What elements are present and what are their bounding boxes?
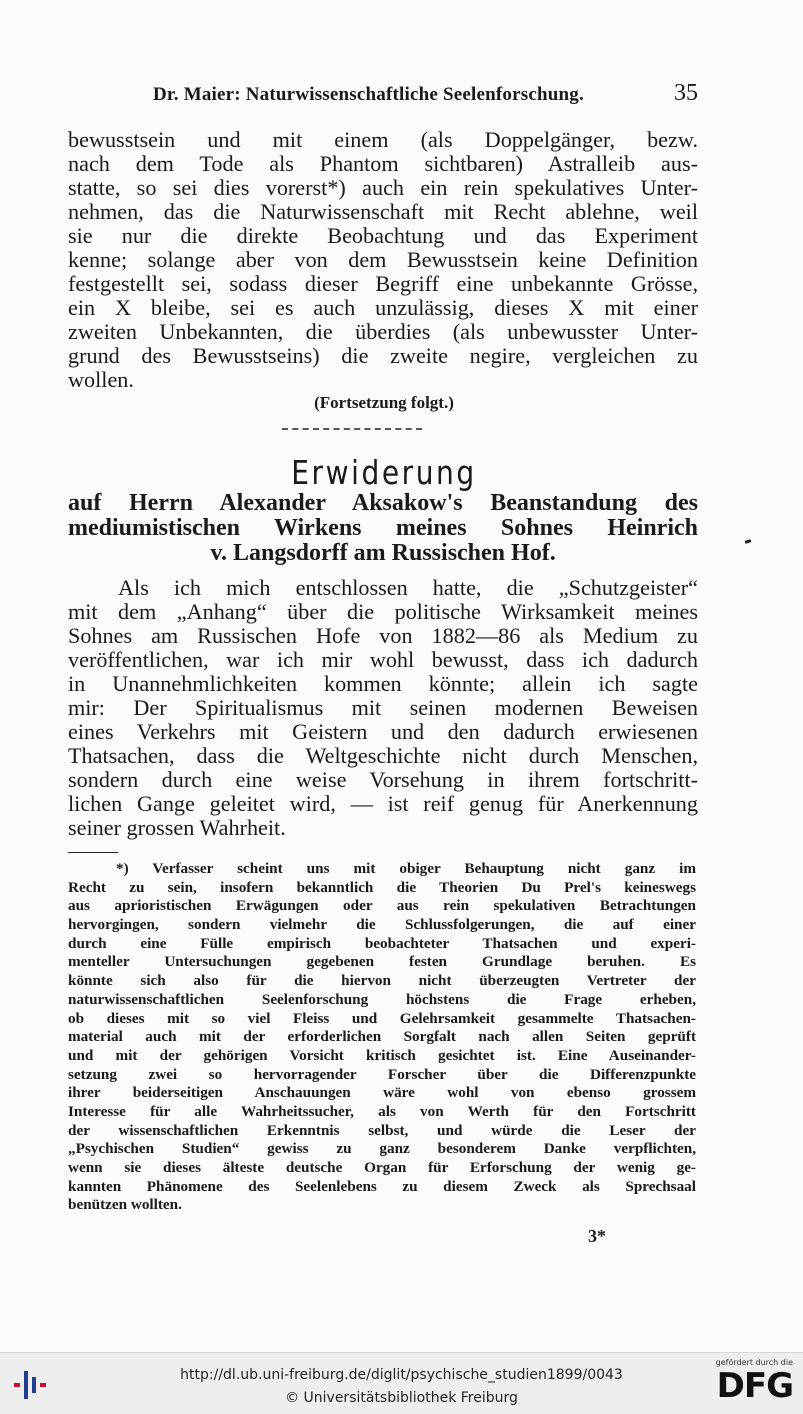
footnote-line: der wissenschaftlichen Erkenntnis selbst, und würde die Leser der (68, 1121, 696, 1139)
text-line: veröffentlichen, war ich mir wohl bewusst, dass ich dadurch (68, 647, 698, 672)
text-line: sie nur die direkte Beobachtung und das Experiment (68, 223, 698, 248)
footnote-line: naturwissenschaftlichen Seelenforschung höchstens die Frage erheben, (68, 990, 696, 1008)
signature-mark: 3* (588, 1226, 606, 1246)
text-line: Als ich mich entschlossen hatte, die „Schutzgeister“ (118, 575, 698, 600)
footnote-line: menteller Untersuchungen gegebenen festen Grundlage beruhen. Es (68, 953, 696, 971)
subtitle-line: v. Langsdorff am Russischen Hof. (210, 540, 556, 566)
text-line: wollen. (68, 367, 134, 392)
to-be-continued-note: (Fortsetzung folgt.) (314, 393, 454, 412)
subtitle-line: auf Herrn Alexander Aksakow's Beanstandung des (68, 490, 698, 516)
running-title: Dr. Maier: Naturwissenschaftliche Seelenforschung. (153, 84, 584, 105)
permalink[interactable]: http://dl.ub.uni-freiburg.de/diglit/psychische_studien1899/0043 (180, 1367, 623, 1383)
subtitle-line: mediumistischen Wirkens meines Sohnes Heinrich (68, 515, 698, 541)
text-line: sondern durch eine weise Vorsehung in ihrem fortschritt- (68, 767, 698, 792)
dfg-logo (703, 1358, 793, 1410)
footnote-line: aus aprioristischen Erwägungen oder aus rein spekulativen Betrachtungen (68, 897, 696, 915)
article-paragraph (68, 576, 698, 840)
text-line: mit dem „Anhang“ über die politische Wirksamkeit meines (68, 599, 698, 624)
footnote-line: könnte sich also für die hiervon nicht überzeugten Vertreter der (68, 972, 696, 990)
section-divider (282, 428, 422, 436)
text-line: ein X bleibe, sei es auch unzulässig, dieses X mit einer (68, 295, 698, 320)
footnote-line: *) Verfasser scheint uns mit obiger Behauptung nicht ganz im (116, 860, 696, 877)
footnote-line: und mit der gehörigen Vorsicht kritisch gesichtet ist. Eine Auseinander- (68, 1046, 696, 1064)
text-line: mir: Der Spiritualismus mit seinen modernen Beweisen (68, 695, 698, 720)
footnote-line: kannten Phänomene des Seelenlebens zu diesem Zweck als Sprechsaal (68, 1177, 696, 1195)
text-line: Thatsachen, dass die Weltgeschichte nicht durch Menschen, (68, 743, 698, 768)
text-line: eines Verkehrs mit Geistern und den dadurch erwiesenen (68, 719, 698, 744)
text-line: zweiten Unbekannten, die überdies (als unbewusster Unter- (68, 319, 698, 344)
footnote-line: ihrer beiderseitigen Anschauungen wäre wohl von ebenso grossem (68, 1084, 696, 1102)
article-subtitle (68, 491, 698, 566)
text-line: kenne; solange aber von dem Bewusstsein keine Definition (68, 247, 698, 272)
footnote-line: „Psychischen Studien“ gewiss zu ganz besonderem Danke verpflichten, (68, 1140, 696, 1158)
footnote-line: Interesse für alle Wahrheitssucher, als von Werth für den Fortschritt (68, 1102, 696, 1120)
text-line: nach dem Tode als Phantom sichtbaren) Astralleib aus- (68, 151, 698, 176)
text-line: nehmen, das die Naturwissenschaft mit Recht ablehne, weil (68, 199, 698, 224)
article-title: Erwiderung (291, 453, 477, 492)
page-number: 35 (674, 80, 698, 106)
footnote-rule (68, 852, 118, 853)
viewer-footer (0, 1352, 803, 1414)
text-line: grund des Bewusstseins) die zweite negire, vergleichen zu (68, 343, 698, 368)
sponsor-caption: gefördert durch die (715, 1358, 793, 1367)
footnote-line: durch eine Fülle empirisch beobachteter Thatsachen und experi- (68, 934, 696, 952)
running-header (68, 80, 698, 110)
footnote-line: hervorgingen, sondern vielmehr die Schlussfolgerungen, die auf einer (68, 916, 696, 934)
text-line: lichen Gange geleitet wird, — ist reif genug für Anerkennung (68, 791, 698, 816)
text-line: statte, so sei dies vorerst*) auch ein rein spekulatives Unter- (68, 175, 698, 200)
footnote-line: material auch mit der erforderlichen Sorgfalt nach allen Seiten geprüft (68, 1028, 696, 1046)
dfg-logo-text: DFG (716, 1366, 793, 1406)
text-line: in Unannehmlichkeiten kommen könnte; allein ich sagte (68, 671, 698, 696)
ink-speck (745, 539, 752, 543)
text-line: festgestellt sei, sodass dieser Begriff eine unbekannte Grösse, (68, 271, 698, 296)
footnote-line: benützen wollten. (68, 1196, 182, 1214)
text-line: seiner grossen Wahrheit. (68, 815, 286, 840)
text-line: Sohnes am Russischen Hofe von 1882—86 als Medium zu (68, 623, 698, 648)
footnote-line: setzung zwei so hervorragender Forscher über die Differenzpunkte (68, 1065, 696, 1083)
continued-paragraph (68, 128, 698, 392)
copyright-notice: © Universitätsbibliothek Freiburg (285, 1390, 518, 1406)
footnote-line: ob dieses mit so viel Fleiss und Gelehrsamkeit gesammelte Thatsachen- (68, 1009, 696, 1027)
footnote-line: Recht zu sein, insofern bekanntlich die Theorien Du Prel's keineswegs (68, 878, 696, 896)
text-line: bewusstsein und mit einem (als Doppelgänger, bezw. (68, 127, 698, 152)
footnote-line: wenn sie dieses älteste deutsche Organ für Erforschung der wenig ge- (68, 1159, 696, 1176)
footnote (68, 860, 696, 1215)
